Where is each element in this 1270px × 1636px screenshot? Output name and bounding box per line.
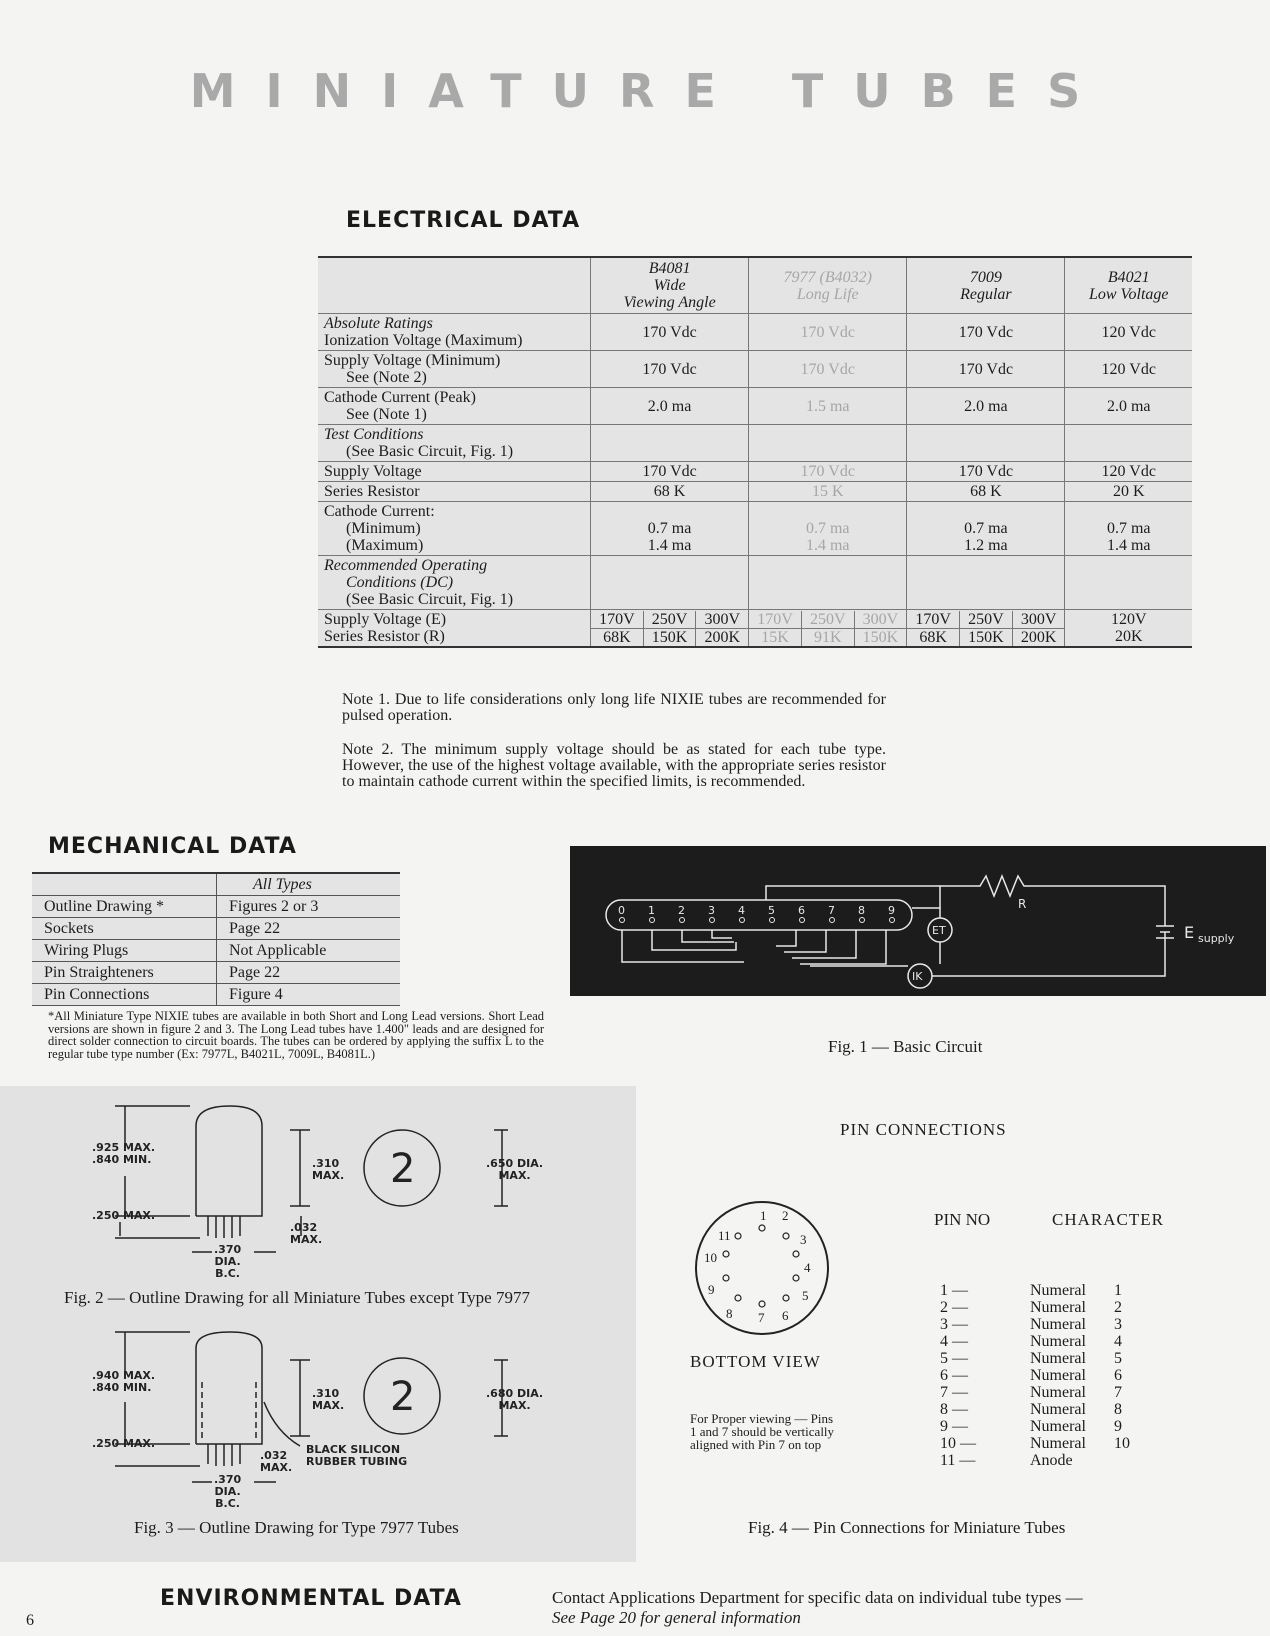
fig3-height: .940 MAX. .840 MIN. <box>92 1369 156 1394</box>
rr-7977-1: 15K <box>749 629 802 646</box>
fig2-lead: .250 MAX. <box>92 1209 156 1222</box>
esupply-label: E <box>1184 923 1195 942</box>
mechanical-data-table <box>32 872 400 1006</box>
supply-min-7977: 170 Vdc <box>749 351 907 388</box>
ion-b4021: 120 Vdc <box>1065 314 1192 351</box>
table-row <box>318 610 1192 648</box>
cathode-current-label: Cathode Current: <box>324 503 435 520</box>
rr-b4081-1: 68K <box>591 629 644 646</box>
supply-min-b4081: 170 Vdc <box>591 351 749 388</box>
rec-operating-label2: Conditions (DC) <box>346 574 454 591</box>
fig1-caption: Fig. 1 — Basic Circuit <box>828 1037 983 1056</box>
fig3-pin: .032 MAX. <box>260 1449 293 1474</box>
note-1: Note 1. Due to life considerations only long life NIXIE tubes are recommended for pulsed operation. <box>342 691 886 724</box>
fig4-caption: Fig. 4 — Pin Connections for Miniature Tubes <box>748 1518 1066 1537</box>
fig2-pin: .032 MAX. <box>290 1221 323 1246</box>
environmental-text <box>552 1588 1083 1628</box>
socket-pin-label: 9 <box>708 1282 715 1297</box>
se-7009-1: 170V <box>907 611 960 628</box>
fig3-dia: .680 DIA. MAX. <box>486 1387 544 1412</box>
socket-pin-label: 3 <box>800 1232 807 1247</box>
rr-7977-3: 150K <box>862 628 899 646</box>
col-7977: 7977 (B4032) Long Life <box>749 257 907 314</box>
environmental-data-heading: ENVIRONMENTAL DATA <box>160 1586 462 1611</box>
list-item: 9 — Numeral 9 <box>940 1418 1122 1435</box>
table-row <box>32 984 400 1006</box>
se-b4021: 120V <box>1110 611 1147 628</box>
rec-operating-ref: (See Basic Circuit, Fig. 1) <box>346 591 514 608</box>
pin-label: 0 <box>618 904 625 917</box>
table-row <box>32 918 400 940</box>
cc-min-7009: 0.7 ma <box>964 520 1008 537</box>
note1-ref: See (Note 1) <box>346 406 427 423</box>
pin-label: 6 <box>798 904 805 917</box>
max-label: (Maximum) <box>346 537 424 554</box>
pin-label: 3 <box>708 904 715 917</box>
table-row <box>318 388 1192 425</box>
sv-b4081: 170 Vdc <box>591 462 749 482</box>
fig3-window: .310 MAX. <box>312 1387 345 1412</box>
table-row <box>318 502 1192 556</box>
electrical-data-table <box>318 256 1192 648</box>
cc-max-7977: 1.4 ma <box>805 537 850 554</box>
mech-value: Figure 4 <box>217 984 401 1006</box>
socket-pin-label: 11 <box>718 1228 731 1243</box>
mech-value: Page 22 <box>217 962 401 984</box>
bottom-view-label: BOTTOM VIEW <box>690 1352 821 1371</box>
mech-label: Wiring Plugs <box>32 940 217 962</box>
socket-svg <box>690 1196 840 1346</box>
table-row <box>32 962 400 984</box>
cc-min-b4081: 0.7 ma <box>647 520 692 537</box>
col-7009: 7009 Regular <box>907 257 1065 314</box>
pin-label: 8 <box>858 904 865 917</box>
mech-label: Pin Straighteners <box>32 962 217 984</box>
table-row <box>318 462 1192 482</box>
resistor-label: R <box>1018 897 1027 911</box>
peak-b4021: 2.0 ma <box>1065 388 1192 425</box>
table-row <box>318 425 1192 462</box>
ion-b4081: 170 Vdc <box>591 314 749 351</box>
supply-min-b4021: 120 Vdc <box>1065 351 1192 388</box>
environmental-line2: See Page 20 for general information <box>552 1608 801 1627</box>
environmental-line1: Contact Applications Department for specific data on individual tube types — <box>552 1588 1083 1607</box>
supply-min-7009: 170 Vdc <box>907 351 1065 388</box>
supply-e-label: Supply Voltage (E) <box>324 611 447 628</box>
socket-pin-label: 10 <box>704 1250 717 1265</box>
cc-min-7977: 0.7 ma <box>805 520 850 537</box>
pin-list <box>940 1282 1130 1469</box>
table-row <box>318 556 1192 610</box>
peak-7009: 2.0 ma <box>907 388 1065 425</box>
circuit-svg <box>570 846 1266 996</box>
list-item: 7 — Numeral 7 <box>940 1384 1122 1401</box>
table-row <box>32 896 400 918</box>
se-7977-3: 300V <box>862 610 899 628</box>
pin-label: 5 <box>768 904 775 917</box>
sr-b4081: 68 K <box>591 482 749 502</box>
rr-7009-3: 200K <box>1020 628 1057 646</box>
test-conditions-ref: (See Basic Circuit, Fig. 1) <box>346 443 514 460</box>
socket-pin-label: 7 <box>758 1310 765 1325</box>
col-b4081: B4081 Wide Viewing Angle <box>591 257 749 314</box>
pin-label: 1 <box>648 904 655 917</box>
table-row <box>32 940 400 962</box>
pin-label: 4 <box>738 904 745 917</box>
mech-label: Outline Drawing * <box>32 896 217 918</box>
list-item: 11 — Anode <box>940 1452 1073 1469</box>
sv-b4021: 120 Vdc <box>1065 462 1192 482</box>
list-item: 3 — Numeral 3 <box>940 1316 1122 1333</box>
rr-b4021: 20K <box>1114 628 1143 645</box>
socket-pin-label: 5 <box>802 1288 809 1303</box>
sr-7009: 68 K <box>907 482 1065 502</box>
series-resistor-label: Series Resistor <box>318 482 591 502</box>
list-item: 6 — Numeral 6 <box>940 1367 1122 1384</box>
outline-drawings-panel <box>0 1086 636 1562</box>
cathode-peak-label: Cathode Current (Peak) <box>324 389 476 406</box>
fig3-lead: .250 MAX. <box>92 1437 156 1450</box>
socket-pin-label: 6 <box>782 1308 789 1323</box>
sr-7977: 15 K <box>749 482 907 502</box>
rr-b4081-3: 200K <box>704 628 741 646</box>
se-b4081-2: 250V <box>644 611 697 628</box>
rr-7009-2: 150K <box>960 629 1013 646</box>
rr-7009-1: 68K <box>907 629 960 646</box>
page-title: MINIATURE TUBES <box>189 64 1111 118</box>
ik-label: IK <box>912 970 923 983</box>
fig2-window: .310 MAX. <box>312 1157 345 1182</box>
se-b4081-1: 170V <box>591 611 644 628</box>
note-2: Note 2. The minimum supply voltage should be as stated for each tube type. However, the use of the highest voltage available, with the appropriate series resistor to maintain cathode current within the specified limits, is recommended. <box>342 741 886 790</box>
test-conditions-label: Test Conditions <box>324 426 424 443</box>
sv-7977: 170 Vdc <box>749 462 907 482</box>
supply-voltage-label: Supply Voltage <box>318 462 591 482</box>
se-b4081-3: 300V <box>704 610 741 628</box>
all-types-header: All Types <box>217 873 401 896</box>
se-7009-2: 250V <box>960 611 1013 628</box>
socket-bottom-view <box>690 1196 840 1346</box>
table-row <box>318 314 1192 351</box>
list-item: 10 — Numeral 10 <box>940 1435 1130 1452</box>
electrical-data-heading: ELECTRICAL DATA <box>346 208 581 233</box>
mech-label: Sockets <box>32 918 217 940</box>
pin-label: 2 <box>678 904 685 917</box>
table-row <box>318 351 1192 388</box>
basic-circuit-diagram <box>570 846 1266 996</box>
se-7009-3: 300V <box>1020 610 1057 628</box>
sv-7009: 170 Vdc <box>907 462 1065 482</box>
supply-min-label: Supply Voltage (Minimum) <box>324 352 501 369</box>
digit-glyph: 2 <box>390 1146 416 1192</box>
se-7977-2: 250V <box>802 611 855 628</box>
peak-7977: 1.5 ma <box>749 388 907 425</box>
series-r-label: Series Resistor (R) <box>324 628 445 645</box>
table-row <box>318 482 1192 502</box>
min-label: (Minimum) <box>346 520 421 537</box>
sr-b4021: 20 K <box>1065 482 1192 502</box>
rec-operating-label: Recommended Operating <box>324 557 488 574</box>
mech-value: Figures 2 or 3 <box>217 896 401 918</box>
fig2-height: .925 MAX. .840 MIN. <box>92 1141 156 1166</box>
fig3-caption: Fig. 3 — Outline Drawing for Type 7977 Tubes <box>134 1518 459 1537</box>
digit-glyph: 2 <box>390 1374 416 1420</box>
fig2-caption: Fig. 2 — Outline Drawing for all Miniature Tubes except Type 7977 <box>64 1288 530 1307</box>
cc-max-b4021: 1.4 ma <box>1106 537 1151 554</box>
ionization-voltage-label: Ionization Voltage (Maximum) <box>324 332 523 349</box>
corner-cell <box>318 257 591 314</box>
note2-ref: See (Note 2) <box>346 369 427 386</box>
mechanical-data-heading: MECHANICAL DATA <box>48 834 297 859</box>
pin-label: 7 <box>828 904 835 917</box>
et-label: ET <box>932 924 946 937</box>
se-7977-1: 170V <box>749 611 802 628</box>
fig2-dia: .650 DIA. MAX. <box>486 1157 544 1182</box>
peak-b4081: 2.0 ma <box>591 388 749 425</box>
esupply-sub: supply <box>1198 932 1235 945</box>
page-number: 6 <box>26 1612 34 1629</box>
socket-pin-label: 2 <box>782 1208 789 1223</box>
list-item: 2 — Numeral 2 <box>940 1299 1122 1316</box>
cc-min-b4021: 0.7 ma <box>1106 520 1151 537</box>
fig3-bc: .370 DIA. B.C. <box>214 1473 242 1510</box>
fig2-bc: .370 DIA. B.C. <box>214 1243 242 1280</box>
rr-7977-2: 91K <box>802 629 855 646</box>
list-item: 1 — Numeral 1 <box>940 1282 1122 1299</box>
fig3-tubing: BLACK SILICON RUBBER TUBING <box>306 1443 408 1468</box>
list-item: 8 — Numeral 8 <box>940 1401 1122 1418</box>
rr-b4081-2: 150K <box>644 629 697 646</box>
pin-label: 9 <box>888 904 895 917</box>
mech-value: Not Applicable <box>217 940 401 962</box>
list-item: 5 — Numeral 5 <box>940 1350 1122 1367</box>
socket-pin-label: 4 <box>804 1260 811 1275</box>
mechanical-footnote: *All Miniature Type NIXIE tubes are available in both Short and Long Lead versions. Short Lead versions are shown in figure 2 and 3. The Long Lead tubes have 1.400" leads and are designed for direct solder connection to circuit boards. The tubes can be ordered by applying the suffix L to the regular tube type number (Ex: 7977L, B4021L, 7009L, B4081L.) <box>48 1009 544 1061</box>
viewing-note: For Proper viewing — Pins 1 and 7 should be vertically aligned with Pin 7 on top <box>690 1411 835 1452</box>
pin-connections-heading: PIN CONNECTIONS <box>840 1120 1007 1139</box>
mech-value: Page 22 <box>217 918 401 940</box>
pin-no-header: PIN NO <box>934 1210 991 1229</box>
ion-7009: 170 Vdc <box>907 314 1065 351</box>
list-item: 4 — Numeral 4 <box>940 1333 1122 1350</box>
ion-7977: 170 Vdc <box>749 314 907 351</box>
character-header: CHARACTER <box>1052 1210 1164 1229</box>
socket-pin-label: 8 <box>726 1306 733 1321</box>
cc-max-7009: 1.2 ma <box>964 537 1008 554</box>
socket-pin-label: 1 <box>760 1208 767 1223</box>
col-b4021: B4021 Low Voltage <box>1065 257 1192 314</box>
cc-max-b4081: 1.4 ma <box>647 537 692 554</box>
absolute-ratings-label: Absolute Ratings <box>324 315 433 332</box>
mech-label: Pin Connections <box>32 984 217 1006</box>
